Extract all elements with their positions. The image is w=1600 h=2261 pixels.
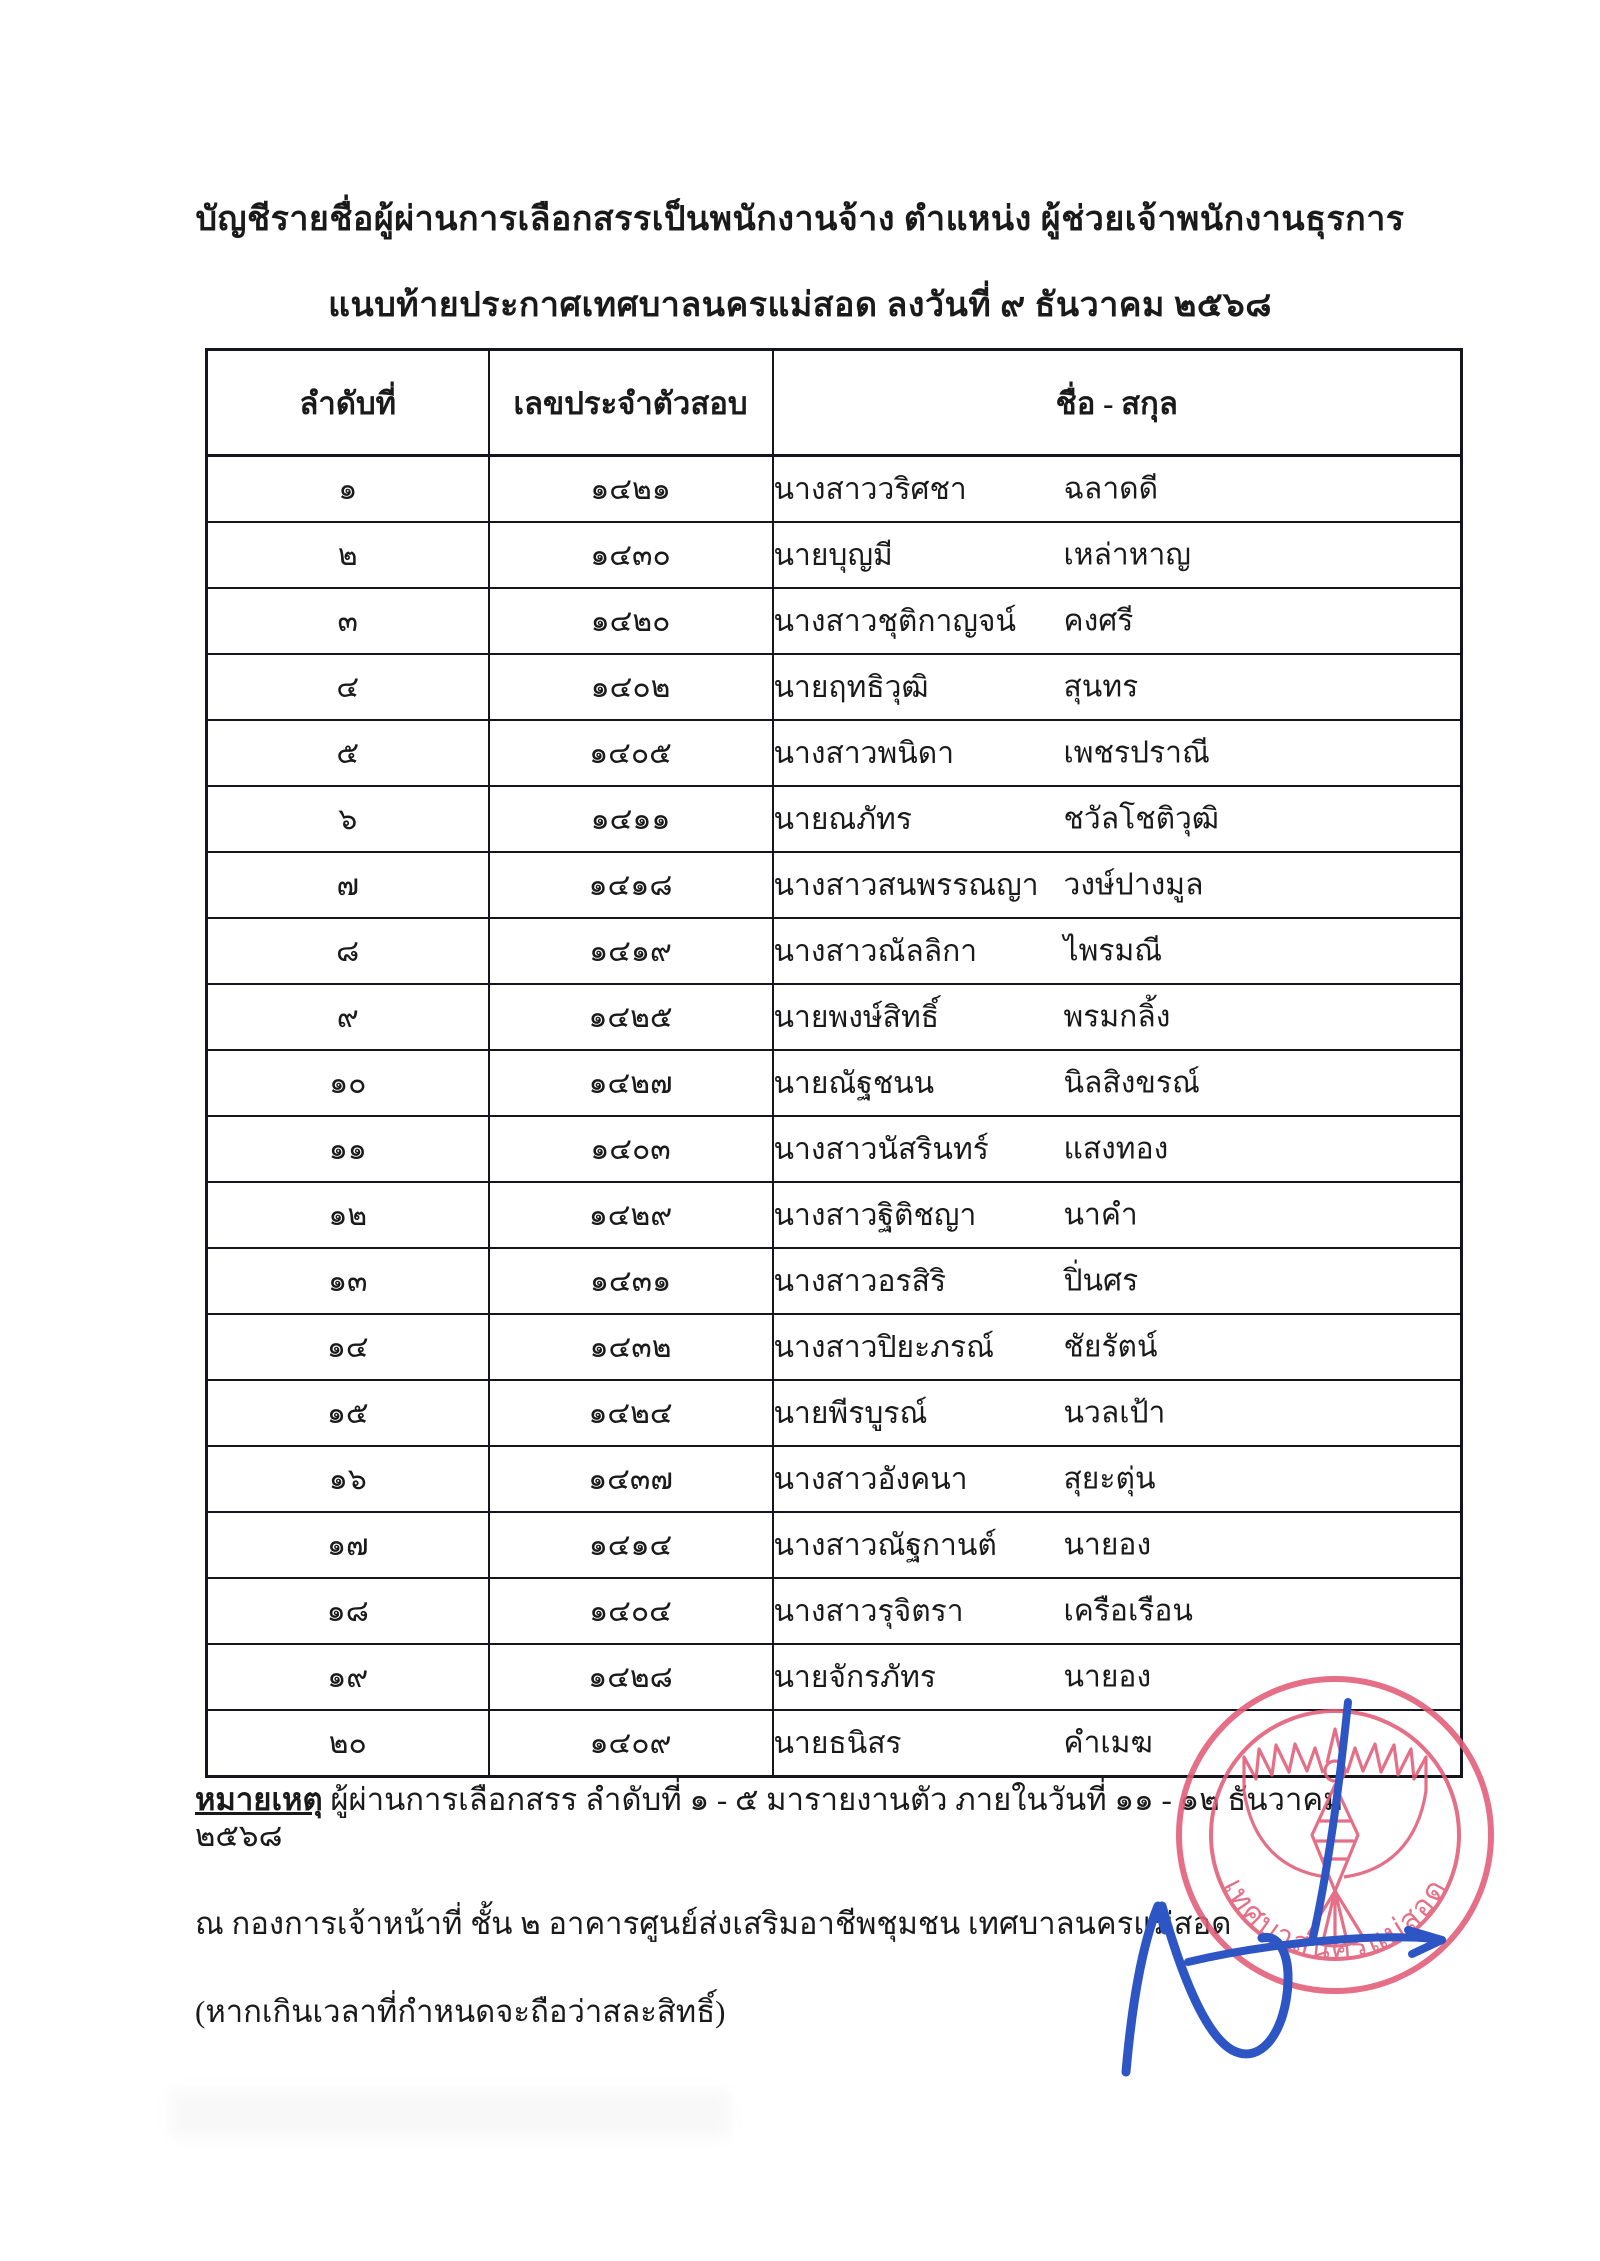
row-number-cell: ๑๐	[207, 1050, 489, 1116]
stamp-arc-text: เทศบาลนครแม่สอด	[1216, 1872, 1454, 1966]
last-name: นายอง	[1063, 1660, 1152, 1694]
table-row	[207, 1710, 1462, 1777]
table-row	[207, 588, 1462, 654]
first-name: นายบุญมี	[773, 538, 893, 572]
note-line-3: (หากเกินเวลาที่กำหนดจะถือว่าสละสิทธิ์)	[195, 1994, 726, 2029]
note-line-1-text: ผู้ผ่านการเลือกสรร ลำดับที่ ๑ - ๕ มารายงานตัว ภายในวันที่ ๑๑ - ๑๒ ธันวาคม ๒๕๖๘	[195, 1782, 1344, 1853]
name-cell	[773, 1710, 1462, 1777]
table-row	[207, 1182, 1462, 1248]
last-name: คงศรี	[1063, 604, 1134, 638]
exam-id-cell: ๑๔๓๗	[489, 1446, 773, 1512]
row-number-cell: ๓	[207, 588, 489, 654]
last-name: ไพรมณี	[1063, 934, 1163, 968]
table-row	[207, 1446, 1462, 1512]
name-cell	[773, 1446, 1462, 1512]
last-name: พรมกลิ้ง	[1063, 1000, 1171, 1034]
row-number-cell: ๑๘	[207, 1578, 489, 1644]
first-name: นางสาววริศชา	[773, 472, 967, 506]
table-row	[207, 1512, 1462, 1578]
table-row	[207, 1248, 1462, 1314]
exam-id-cell: ๑๔๓๒	[489, 1314, 773, 1380]
last-name: สุยะตุ่น	[1063, 1462, 1156, 1496]
exam-id-cell: ๑๔๒๘	[489, 1644, 773, 1710]
title-line-1: บัญชีรายชื่อผู้ผ่านการเลือกสรรเป็นพนักงานจ้าง ตำแหน่ง ผู้ช่วยเจ้าพนักงานธุรการ	[195, 201, 1405, 238]
header-exam-id: เลขประจำตัวสอบ	[489, 350, 773, 456]
name-cell	[773, 720, 1462, 786]
table-header-row	[207, 350, 1462, 456]
first-name: นางสาวอรสิริ	[773, 1264, 947, 1298]
exam-id-cell: ๑๔๒๔	[489, 1380, 773, 1446]
name-cell	[773, 588, 1462, 654]
name-cell	[773, 1578, 1462, 1644]
note-line-2: ณ กองการเจ้าหน้าที่ ชั้น ๒ อาคารศูนย์ส่งเสริมอาชีพชุมชน เทศบาลนครแม่สอด	[195, 1906, 1232, 1941]
first-name: นางสาวชุติกาญจน์	[773, 604, 1017, 638]
name-cell	[773, 1512, 1462, 1578]
last-name: ปิ่นศร	[1063, 1264, 1139, 1298]
first-name: นางสาวสนพรรณญา	[773, 868, 1039, 902]
last-name: นวลเป้า	[1063, 1396, 1166, 1430]
exam-id-cell: ๑๔๐๒	[489, 654, 773, 720]
name-cell	[773, 984, 1462, 1050]
name-cell	[773, 1644, 1462, 1710]
first-name: นางสาวณัฐกานต์	[773, 1528, 997, 1562]
table-row	[207, 1116, 1462, 1182]
table-row	[207, 456, 1462, 523]
header-full-name: ชื่อ - สกุล	[773, 350, 1462, 456]
row-number-cell: ๒	[207, 522, 489, 588]
table-row	[207, 1380, 1462, 1446]
name-cell	[773, 1380, 1462, 1446]
row-number-cell: ๑	[207, 456, 489, 523]
table-row	[207, 852, 1462, 918]
row-number-cell: ๑๕	[207, 1380, 489, 1446]
exam-id-cell: ๑๔๒๗	[489, 1050, 773, 1116]
exam-id-cell: ๑๔๐๙	[489, 1710, 773, 1777]
first-name: นางสาวปิยะภรณ์	[773, 1330, 994, 1364]
roster-table-body	[207, 456, 1462, 1777]
row-number-cell: ๔	[207, 654, 489, 720]
name-cell	[773, 852, 1462, 918]
first-name: นายณัฐชนน	[773, 1066, 935, 1100]
exam-id-cell: ๑๔๒๙	[489, 1182, 773, 1248]
last-name: ฉลาดดี	[1063, 472, 1159, 506]
scan-smudge	[170, 2090, 730, 2138]
note-label: หมายเหตุ	[195, 1782, 323, 1817]
row-number-cell: ๙	[207, 984, 489, 1050]
exam-id-cell: ๑๔๑๘	[489, 852, 773, 918]
first-name: นายพงษ์สิทธิ์	[773, 1000, 940, 1034]
exam-id-cell: ๑๔๑๙	[489, 918, 773, 984]
last-name: วงษ์ปางมูล	[1063, 868, 1204, 902]
first-name: นางสาวฐิติชญา	[773, 1198, 977, 1232]
row-number-cell: ๖	[207, 786, 489, 852]
last-name: เหล่าหาญ	[1063, 538, 1191, 572]
table-row	[207, 1050, 1462, 1116]
first-name: นายพีรบูรณ์	[773, 1396, 928, 1430]
exam-id-cell: ๑๔๒๕	[489, 984, 773, 1050]
row-number-cell: ๑๑	[207, 1116, 489, 1182]
last-name: เพชรปราณี	[1063, 736, 1210, 770]
name-cell	[773, 522, 1462, 588]
name-cell	[773, 1182, 1462, 1248]
last-name: ชัยรัตน์	[1063, 1330, 1158, 1364]
exam-id-cell: ๑๔๐๕	[489, 720, 773, 786]
first-name: นายฤทธิวุฒิ	[773, 670, 929, 704]
table-row	[207, 1644, 1462, 1710]
table-row	[207, 786, 1462, 852]
name-cell	[773, 1248, 1462, 1314]
first-name: นางสาวนัสรินทร์	[773, 1132, 989, 1166]
name-cell	[773, 456, 1462, 523]
first-name: นายจักรภัทร	[773, 1660, 936, 1694]
row-number-cell: ๑๔	[207, 1314, 489, 1380]
row-number-cell: ๕	[207, 720, 489, 786]
roster-table	[205, 348, 1463, 1778]
row-number-cell: ๒๐	[207, 1710, 489, 1777]
note-line-1	[195, 1782, 1395, 1854]
title-line-2: แนบท้ายประกาศเทศบาลนครแม่สอด ลงวันที่ ๙ ธันวาคม ๒๕๖๘	[328, 287, 1272, 324]
row-number-cell: ๑๓	[207, 1248, 489, 1314]
table-row	[207, 522, 1462, 588]
first-name: นายณภัทร	[773, 802, 912, 836]
last-name: นาคำ	[1063, 1198, 1138, 1232]
notes-block	[195, 1782, 1395, 2082]
row-number-cell: ๑๖	[207, 1446, 489, 1512]
name-cell	[773, 1116, 1462, 1182]
exam-id-cell: ๑๔๓๐	[489, 522, 773, 588]
last-name: ชวัลโชติวุฒิ	[1063, 802, 1219, 836]
last-name: นิลสิงขรณ์	[1063, 1066, 1200, 1100]
exam-id-cell: ๑๔๑๔	[489, 1512, 773, 1578]
table-row	[207, 1578, 1462, 1644]
name-cell	[773, 1050, 1462, 1116]
row-number-cell: ๑๒	[207, 1182, 489, 1248]
last-name: สุนทร	[1063, 670, 1139, 704]
exam-id-cell: ๑๔๑๑	[489, 786, 773, 852]
exam-id-cell: ๑๔๒๑	[489, 456, 773, 523]
first-name: นายธนิสร	[773, 1726, 902, 1760]
table-row	[207, 984, 1462, 1050]
first-name: นางสาวรุจิตรา	[773, 1594, 964, 1628]
row-number-cell: ๘	[207, 918, 489, 984]
name-cell	[773, 654, 1462, 720]
row-number-cell: ๑๗	[207, 1512, 489, 1578]
exam-id-cell: ๑๔๐๓	[489, 1116, 773, 1182]
row-number-cell: ๗	[207, 852, 489, 918]
document-title	[0, 198, 1600, 328]
table-row	[207, 918, 1462, 984]
exam-id-cell: ๑๔๒๐	[489, 588, 773, 654]
exam-id-cell: ๑๔๓๑	[489, 1248, 773, 1314]
last-name: คำเมฆ	[1063, 1726, 1153, 1760]
table-row	[207, 720, 1462, 786]
last-name: เครือเรือน	[1063, 1594, 1193, 1628]
first-name: นางสาวอังคนา	[773, 1462, 968, 1496]
last-name: นายอง	[1063, 1528, 1152, 1562]
name-cell	[773, 1314, 1462, 1380]
exam-id-cell: ๑๔๐๔	[489, 1578, 773, 1644]
first-name: นางสาวณัลลิกา	[773, 934, 978, 968]
first-name: นางสาวพนิดา	[773, 736, 955, 770]
name-cell	[773, 918, 1462, 984]
row-number-cell: ๑๙	[207, 1644, 489, 1710]
header-order-number: ลำดับที่	[207, 350, 489, 456]
last-name: แสงทอง	[1063, 1132, 1169, 1166]
table-row	[207, 654, 1462, 720]
name-cell	[773, 786, 1462, 852]
table-row	[207, 1314, 1462, 1380]
